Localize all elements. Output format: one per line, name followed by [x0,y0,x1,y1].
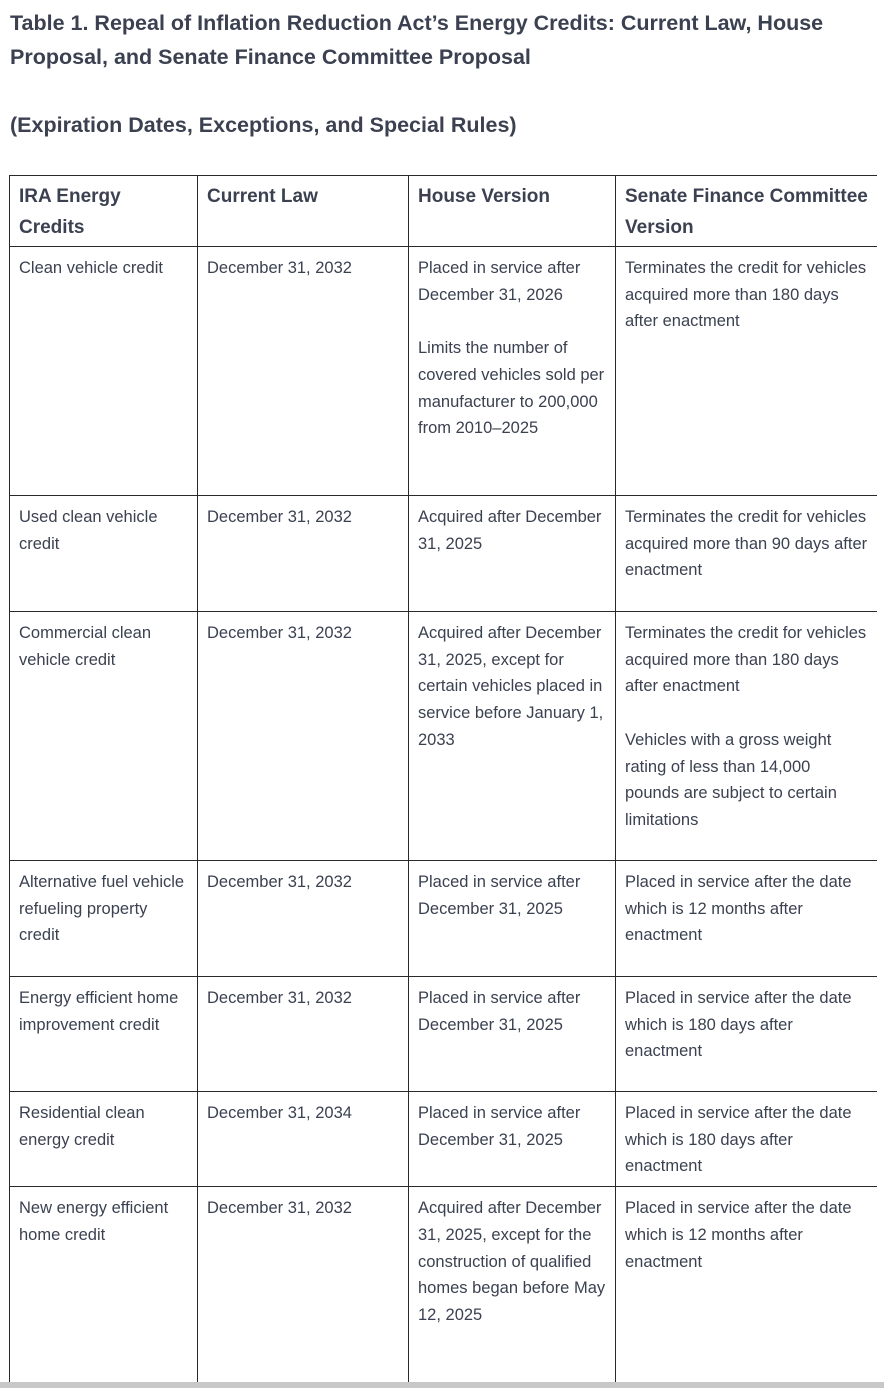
cell-paragraph: Placed in service after the date which is 12 months after enactment [625,873,852,945]
cell-credit-name: Commercial clean vehicle credit [10,612,198,861]
cell-current-law: December 31, 2032 [198,247,409,496]
table-subtitle: (Expiration Dates, Exceptions, and Special Rules) [10,113,517,137]
cell-paragraph: Terminates the credit for vehicles acquired more than 90 days after enactment [625,508,868,580]
header-credit: IRA Energy Credits [10,176,198,247]
table-body [10,247,878,1388]
cell-paragraph: Placed in service after the date which is 12 months after enactment [625,1199,852,1271]
cell-senate-version [616,247,878,496]
cell-house-version [409,496,616,612]
cell-paragraph: Limits the number of covered vehicles sold per manufacturer to 200,000 from 2010–2025 [418,339,605,438]
table-row [10,247,878,496]
table-row [10,1092,878,1187]
cell-house-version [409,1092,616,1187]
cell-current-law: December 31, 2032 [198,496,409,612]
cell-paragraph: Acquired after December 31, 2025, except for certain vehicles placed in service before January 1, 2033 [418,624,604,749]
cell-credit-name: Clean vehicle credit [10,247,198,496]
cell-current-law: December 31, 2032 [198,1187,409,1388]
energy-credits-table [9,175,877,1388]
cell-paragraph: Acquired after December 31, 2025 [418,508,602,553]
cell-paragraph: Terminates the credit for vehicles acquired more than 180 days after enactment [625,259,867,331]
cell-paragraph: Terminates the credit for vehicles acquired more than 180 days after enactment [625,624,867,696]
cell-senate-version [616,861,878,977]
cell-paragraph: Acquired after December 31, 2025, except for the construction of qualified homes began before May 12, 2025 [418,1199,606,1324]
cell-house-version [409,247,616,496]
header-current-law: Current Law [198,176,409,247]
cell-credit-name: Energy efficient home improvement credit [10,977,198,1092]
cell-paragraph: Placed in service after December 31, 2025 [418,989,581,1034]
cell-house-version [409,977,616,1092]
table-row [10,1187,878,1388]
cell-current-law: December 31, 2034 [198,1092,409,1187]
table-title: Table 1. Repeal of Inflation Reduction Act’s Energy Credits: Current Law, House Proposal, and Senate Finance Committee Proposal [10,11,824,69]
cell-senate-version [616,612,878,861]
table-row [10,977,878,1092]
cell-senate-version [616,1092,878,1187]
cell-paragraph: Placed in service after December 31, 2026 [418,259,581,304]
cell-paragraph: Placed in service after December 31, 2025 [418,873,581,918]
table-container [9,175,877,1395]
cell-house-version [409,1187,616,1388]
cell-credit-name: Alternative fuel vehicle refueling property credit [10,861,198,977]
cell-senate-version [616,977,878,1092]
cell-senate-version [616,496,878,612]
cell-credit-name: New energy efficient home credit [10,1187,198,1388]
header-senate-version: Senate Finance Committee Version [616,176,878,247]
cell-current-law: December 31, 2032 [198,861,409,977]
cell-house-version [409,612,616,861]
cell-house-version [409,861,616,977]
cell-paragraph: Placed in service after December 31, 2025 [418,1104,581,1149]
header-house-version: House Version [409,176,616,247]
cell-credit-name: Used clean vehicle credit [10,496,198,612]
cell-paragraph: Vehicles with a gross weight rating of less than 14,000 pounds are subject to certain limitations [625,730,837,829]
table-header-row [10,176,878,247]
table-row [10,612,878,861]
cell-paragraph: Placed in service after the date which is 180 days after enactment [625,1104,852,1176]
table-row [10,496,878,612]
cell-paragraph: Placed in service after the date which is 180 days after enactment [625,989,852,1061]
cell-current-law: December 31, 2032 [198,977,409,1092]
table-row [10,861,878,977]
cell-credit-name: Residential clean energy credit [10,1092,198,1187]
cell-current-law: December 31, 2032 [198,612,409,861]
horizontal-scrollbar[interactable] [0,1382,884,1388]
cell-senate-version [616,1187,878,1388]
